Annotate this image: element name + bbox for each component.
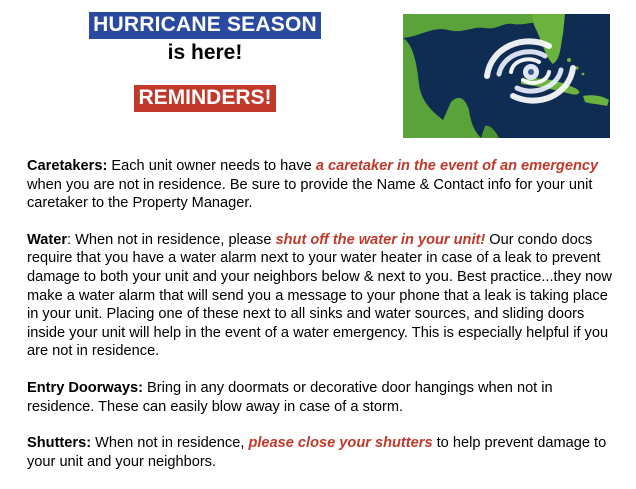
water-label: Water	[27, 231, 68, 248]
reminders-banner: REMINDERS!	[134, 85, 275, 112]
hurricane-satellite-map-icon	[403, 14, 610, 138]
shutters-paragraph: Shutters: When not in residence, please close your shutters to help prevent damage to your unit and your neighbors.	[27, 435, 607, 470]
water-emphasis: shut off the water in your unit!	[275, 231, 486, 248]
entry-doorways-label: Entry Doorways:	[27, 379, 143, 396]
title-banner: HURRICANE SEASON	[89, 12, 321, 39]
reminders-content	[27, 157, 617, 489]
header	[40, 12, 370, 112]
shutters-label: Shutters:	[27, 435, 92, 452]
subtitle: is here!	[167, 41, 243, 64]
caretakers-emphasis: a caretaker in the event of an emergency	[315, 158, 599, 174]
caretakers-label: Caretakers:	[27, 158, 108, 174]
caretakers-paragraph: Caretakers: Each unit owner needs to have a caretaker in the event of an emergency when you are not in residence. Be sure to provide the Name & Contact info for your unit caretaker to the Property Manager.	[27, 158, 599, 212]
shutters-emphasis: please close your shutters	[248, 435, 433, 452]
water-paragraph: Water: When not in residence, please shut off the water in your unit! Our condo docs require that you have a water alarm next to your water heater in case of a leak to prevent damage to both your unit and your neighbors below & next to you. Best practice...they now make a water alarm that will send you a message to your phone that a leak is taking place in your unit. Placing one of these next to all sinks and water sources, and sliding doors inside your unit will help in the event of a water emergency. This is especially helpful if you are not in residence.	[27, 231, 612, 360]
entry-doorways-paragraph: Entry Doorways: Bring in any doormats or decorative door hangings when not in residence. These can easily blow away in case of a storm.	[27, 379, 553, 415]
